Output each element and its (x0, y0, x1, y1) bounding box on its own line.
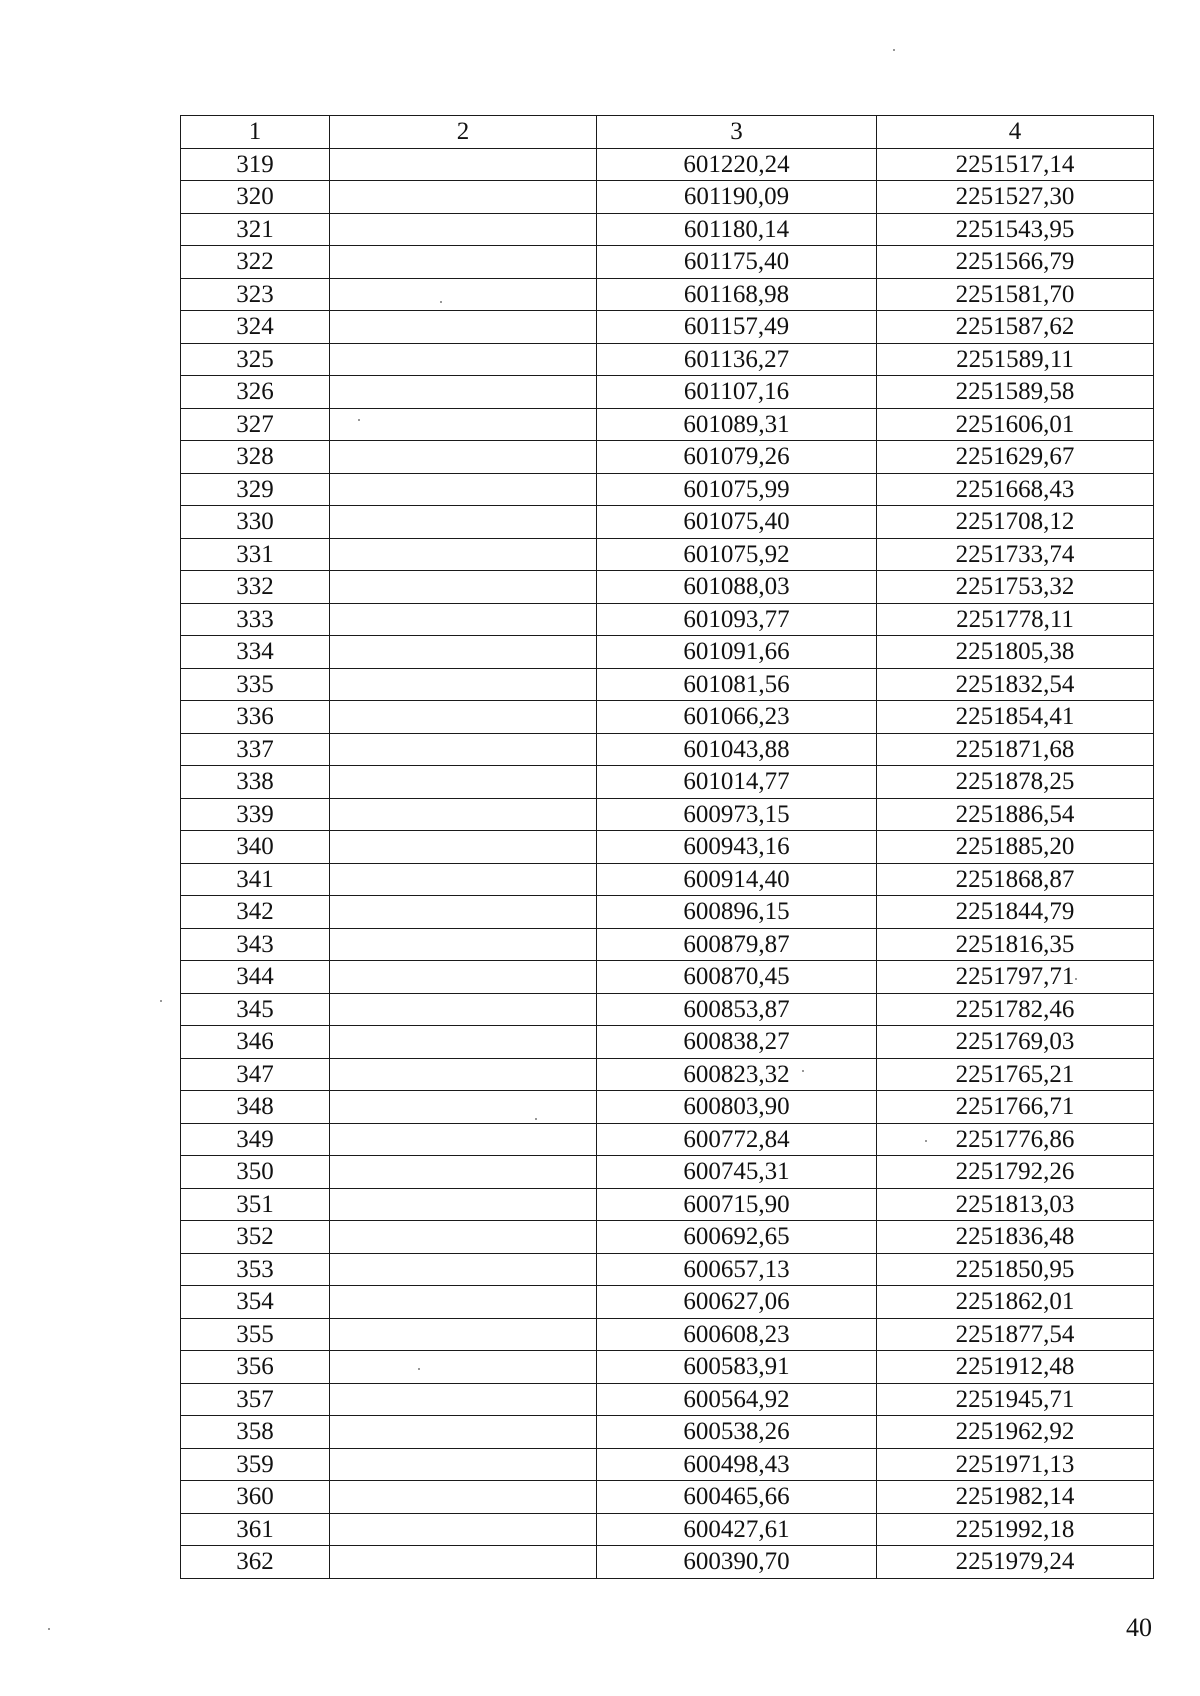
cell-coord-y: 2251753,32 (877, 571, 1154, 604)
cell-coord-x: 600870,45 (597, 961, 877, 994)
cell-point-number: 356 (181, 1351, 330, 1384)
table-row (181, 1383, 1154, 1416)
cell-coord-y: 2251708,12 (877, 506, 1154, 539)
table-row (181, 1416, 1154, 1449)
cell-coord-x: 601091,66 (597, 636, 877, 669)
cell-point-number: 349 (181, 1123, 330, 1156)
cell-coord-x: 600823,32 (597, 1058, 877, 1091)
cell-col-2 (330, 213, 597, 246)
cell-point-number: 350 (181, 1156, 330, 1189)
cell-col-2 (330, 993, 597, 1026)
table-row (181, 863, 1154, 896)
cell-coord-y: 2251581,70 (877, 278, 1154, 311)
table-row (181, 1448, 1154, 1481)
cell-col-2 (330, 603, 597, 636)
cell-coord-x: 600627,06 (597, 1286, 877, 1319)
table-row (181, 1351, 1154, 1384)
table-row (181, 1221, 1154, 1254)
cell-point-number: 344 (181, 961, 330, 994)
cell-point-number: 340 (181, 831, 330, 864)
cell-point-number: 360 (181, 1481, 330, 1514)
cell-point-number: 331 (181, 538, 330, 571)
cell-coord-y: 2251566,79 (877, 246, 1154, 279)
cell-coord-y: 2251854,41 (877, 701, 1154, 734)
scan-speck (418, 1368, 420, 1370)
cell-coord-y: 2251543,95 (877, 213, 1154, 246)
cell-point-number: 339 (181, 798, 330, 831)
table-row (181, 798, 1154, 831)
table-row (181, 1546, 1154, 1579)
table-row (181, 1123, 1154, 1156)
cell-coord-x: 600608,23 (597, 1318, 877, 1351)
cell-coord-y: 2251979,24 (877, 1546, 1154, 1579)
table-row (181, 1156, 1154, 1189)
cell-point-number: 319 (181, 148, 330, 181)
cell-coord-y: 2251816,35 (877, 928, 1154, 961)
cell-coord-y: 2251945,71 (877, 1383, 1154, 1416)
cell-coord-x: 600879,87 (597, 928, 877, 961)
cell-coord-y: 2251962,92 (877, 1416, 1154, 1449)
scan-speck (48, 1628, 50, 1630)
cell-col-2 (330, 311, 597, 344)
table-row (181, 603, 1154, 636)
table-row (181, 1286, 1154, 1319)
cell-col-2 (330, 1513, 597, 1546)
cell-coord-x: 601089,31 (597, 408, 877, 441)
cell-point-number: 355 (181, 1318, 330, 1351)
cell-coord-y: 2251832,54 (877, 668, 1154, 701)
cell-point-number: 358 (181, 1416, 330, 1449)
table-row (181, 376, 1154, 409)
scan-speck (358, 419, 360, 421)
table-row (181, 213, 1154, 246)
cell-coord-x: 601107,16 (597, 376, 877, 409)
cell-coord-y: 2251606,01 (877, 408, 1154, 441)
page-number: 40 (1126, 1613, 1152, 1642)
cell-coord-y: 2251776,86 (877, 1123, 1154, 1156)
header-col-4: 4 (877, 116, 1154, 149)
cell-col-2 (330, 961, 597, 994)
cell-coord-x: 600772,84 (597, 1123, 877, 1156)
cell-point-number: 352 (181, 1221, 330, 1254)
cell-col-2 (330, 1156, 597, 1189)
cell-coord-y: 2251589,58 (877, 376, 1154, 409)
cell-point-number: 320 (181, 181, 330, 214)
cell-col-2 (330, 1351, 597, 1384)
cell-coord-x: 601075,92 (597, 538, 877, 571)
cell-col-2 (330, 376, 597, 409)
table-row (181, 538, 1154, 571)
cell-point-number: 346 (181, 1026, 330, 1059)
table-row (181, 441, 1154, 474)
cell-coord-x: 601043,88 (597, 733, 877, 766)
cell-col-2 (330, 896, 597, 929)
cell-point-number: 359 (181, 1448, 330, 1481)
cell-col-2 (330, 246, 597, 279)
cell-col-2 (330, 181, 597, 214)
cell-point-number: 333 (181, 603, 330, 636)
table-row (181, 571, 1154, 604)
cell-col-2 (330, 766, 597, 799)
cell-col-2 (330, 1091, 597, 1124)
cell-coord-y: 2251862,01 (877, 1286, 1154, 1319)
cell-coord-x: 601093,77 (597, 603, 877, 636)
cell-coord-x: 601075,99 (597, 473, 877, 506)
table-row (181, 1058, 1154, 1091)
cell-point-number: 353 (181, 1253, 330, 1286)
scan-speck (802, 1070, 804, 1072)
cell-coord-y: 2251805,38 (877, 636, 1154, 669)
cell-coord-x: 600657,13 (597, 1253, 877, 1286)
table-row (181, 311, 1154, 344)
table-row (181, 408, 1154, 441)
scan-speck (535, 1118, 537, 1120)
cell-point-number: 337 (181, 733, 330, 766)
cell-coord-x: 601088,03 (597, 571, 877, 604)
cell-coord-x: 601175,40 (597, 246, 877, 279)
table-row (181, 1253, 1154, 1286)
cell-coord-x: 601066,23 (597, 701, 877, 734)
cell-point-number: 347 (181, 1058, 330, 1091)
table-row (181, 278, 1154, 311)
cell-coord-x: 601220,24 (597, 148, 877, 181)
table-row (181, 1481, 1154, 1514)
table-row (181, 148, 1154, 181)
cell-coord-y: 2251971,13 (877, 1448, 1154, 1481)
cell-col-2 (330, 1481, 597, 1514)
cell-coord-y: 2251813,03 (877, 1188, 1154, 1221)
cell-coord-x: 600583,91 (597, 1351, 877, 1384)
table-row (181, 1026, 1154, 1059)
cell-coord-y: 2251778,11 (877, 603, 1154, 636)
cell-col-2 (330, 441, 597, 474)
cell-col-2 (330, 408, 597, 441)
cell-col-2 (330, 636, 597, 669)
header-col-1: 1 (181, 116, 330, 149)
table-row (181, 1513, 1154, 1546)
table-row (181, 668, 1154, 701)
cell-point-number: 330 (181, 506, 330, 539)
cell-col-2 (330, 701, 597, 734)
cell-coord-y: 2251992,18 (877, 1513, 1154, 1546)
cell-col-2 (330, 1188, 597, 1221)
cell-point-number: 361 (181, 1513, 330, 1546)
cell-point-number: 325 (181, 343, 330, 376)
cell-coord-y: 2251517,14 (877, 148, 1154, 181)
cell-col-2 (330, 863, 597, 896)
scan-speck (925, 1140, 927, 1142)
cell-col-2 (330, 506, 597, 539)
table-row (181, 181, 1154, 214)
cell-point-number: 332 (181, 571, 330, 604)
cell-coord-y: 2251868,87 (877, 863, 1154, 896)
cell-coord-y: 2251668,43 (877, 473, 1154, 506)
table-row (181, 993, 1154, 1026)
table-row (181, 636, 1154, 669)
table-row (181, 1318, 1154, 1351)
cell-coord-y: 2251982,14 (877, 1481, 1154, 1514)
cell-coord-y: 2251782,46 (877, 993, 1154, 1026)
cell-col-2 (330, 798, 597, 831)
coordinates-table (180, 115, 1154, 1579)
table-body (181, 148, 1154, 1578)
cell-coord-x: 601075,40 (597, 506, 877, 539)
cell-point-number: 343 (181, 928, 330, 961)
header-col-2: 2 (330, 116, 597, 149)
cell-col-2 (330, 831, 597, 864)
cell-coord-y: 2251792,26 (877, 1156, 1154, 1189)
table-row (181, 473, 1154, 506)
cell-coord-y: 2251587,62 (877, 311, 1154, 344)
cell-col-2 (330, 1416, 597, 1449)
cell-point-number: 326 (181, 376, 330, 409)
cell-coord-x: 600853,87 (597, 993, 877, 1026)
cell-coord-x: 600973,15 (597, 798, 877, 831)
cell-coord-x: 600943,16 (597, 831, 877, 864)
cell-coord-y: 2251766,71 (877, 1091, 1154, 1124)
cell-col-2 (330, 1221, 597, 1254)
table-row (181, 1091, 1154, 1124)
cell-point-number: 321 (181, 213, 330, 246)
cell-point-number: 348 (181, 1091, 330, 1124)
scan-speck (1075, 978, 1077, 980)
cell-coord-x: 601014,77 (597, 766, 877, 799)
cell-point-number: 345 (181, 993, 330, 1026)
cell-coord-y: 2251886,54 (877, 798, 1154, 831)
table-row (181, 506, 1154, 539)
cell-col-2 (330, 928, 597, 961)
cell-coord-y: 2251877,54 (877, 1318, 1154, 1351)
cell-point-number: 329 (181, 473, 330, 506)
cell-col-2 (330, 538, 597, 571)
header-col-3: 3 (597, 116, 877, 149)
table-row (181, 701, 1154, 734)
cell-col-2 (330, 1318, 597, 1351)
table-row (181, 1188, 1154, 1221)
cell-point-number: 328 (181, 441, 330, 474)
cell-coord-x: 600838,27 (597, 1026, 877, 1059)
cell-coord-x: 600538,26 (597, 1416, 877, 1449)
cell-coord-y: 2251878,25 (877, 766, 1154, 799)
table-row (181, 766, 1154, 799)
cell-col-2 (330, 1123, 597, 1156)
header-row (181, 116, 1154, 149)
cell-coord-x: 601081,56 (597, 668, 877, 701)
scan-speck (440, 301, 442, 303)
cell-coord-x: 601190,09 (597, 181, 877, 214)
cell-coord-y: 2251797,71 (877, 961, 1154, 994)
cell-col-2 (330, 1286, 597, 1319)
cell-coord-x: 600914,40 (597, 863, 877, 896)
cell-coord-x: 600390,70 (597, 1546, 877, 1579)
cell-coord-x: 601180,14 (597, 213, 877, 246)
table-header (181, 116, 1154, 149)
cell-point-number: 336 (181, 701, 330, 734)
cell-coord-y: 2251844,79 (877, 896, 1154, 929)
cell-coord-x: 600896,15 (597, 896, 877, 929)
cell-coord-y: 2251733,74 (877, 538, 1154, 571)
cell-coord-y: 2251629,67 (877, 441, 1154, 474)
cell-point-number: 323 (181, 278, 330, 311)
table-row (181, 343, 1154, 376)
cell-point-number: 342 (181, 896, 330, 929)
scan-speck (893, 49, 895, 51)
cell-col-2 (330, 1253, 597, 1286)
cell-coord-x: 600745,31 (597, 1156, 877, 1189)
cell-point-number: 334 (181, 636, 330, 669)
cell-coord-y: 2251527,30 (877, 181, 1154, 214)
cell-coord-y: 2251836,48 (877, 1221, 1154, 1254)
table-row (181, 928, 1154, 961)
cell-col-2 (330, 733, 597, 766)
table-row (181, 831, 1154, 864)
cell-coord-x: 600715,90 (597, 1188, 877, 1221)
table-row (181, 961, 1154, 994)
cell-col-2 (330, 278, 597, 311)
cell-point-number: 357 (181, 1383, 330, 1416)
cell-col-2 (330, 1026, 597, 1059)
cell-col-2 (330, 1058, 597, 1091)
cell-col-2 (330, 1383, 597, 1416)
cell-coord-x: 601168,98 (597, 278, 877, 311)
cell-point-number: 354 (181, 1286, 330, 1319)
cell-col-2 (330, 148, 597, 181)
cell-coord-x: 600465,66 (597, 1481, 877, 1514)
cell-col-2 (330, 1546, 597, 1579)
cell-coord-x: 601079,26 (597, 441, 877, 474)
cell-coord-x: 600498,43 (597, 1448, 877, 1481)
cell-coord-y: 2251885,20 (877, 831, 1154, 864)
cell-coord-y: 2251769,03 (877, 1026, 1154, 1059)
cell-coord-y: 2251850,95 (877, 1253, 1154, 1286)
cell-coord-y: 2251765,21 (877, 1058, 1154, 1091)
cell-coord-x: 600803,90 (597, 1091, 877, 1124)
cell-point-number: 341 (181, 863, 330, 896)
table-row (181, 896, 1154, 929)
cell-point-number: 322 (181, 246, 330, 279)
scan-speck (160, 1000, 162, 1002)
cell-point-number: 351 (181, 1188, 330, 1221)
cell-coord-y: 2251912,48 (877, 1351, 1154, 1384)
cell-coord-x: 601157,49 (597, 311, 877, 344)
table-row (181, 733, 1154, 766)
cell-col-2 (330, 343, 597, 376)
cell-col-2 (330, 473, 597, 506)
cell-col-2 (330, 1448, 597, 1481)
cell-point-number: 324 (181, 311, 330, 344)
cell-coord-y: 2251589,11 (877, 343, 1154, 376)
cell-coord-x: 600692,65 (597, 1221, 877, 1254)
cell-coord-x: 600427,61 (597, 1513, 877, 1546)
cell-point-number: 362 (181, 1546, 330, 1579)
cell-point-number: 338 (181, 766, 330, 799)
cell-col-2 (330, 668, 597, 701)
cell-point-number: 335 (181, 668, 330, 701)
table-row (181, 246, 1154, 279)
cell-col-2 (330, 571, 597, 604)
cell-point-number: 327 (181, 408, 330, 441)
cell-coord-x: 600564,92 (597, 1383, 877, 1416)
cell-coord-x: 601136,27 (597, 343, 877, 376)
cell-coord-y: 2251871,68 (877, 733, 1154, 766)
